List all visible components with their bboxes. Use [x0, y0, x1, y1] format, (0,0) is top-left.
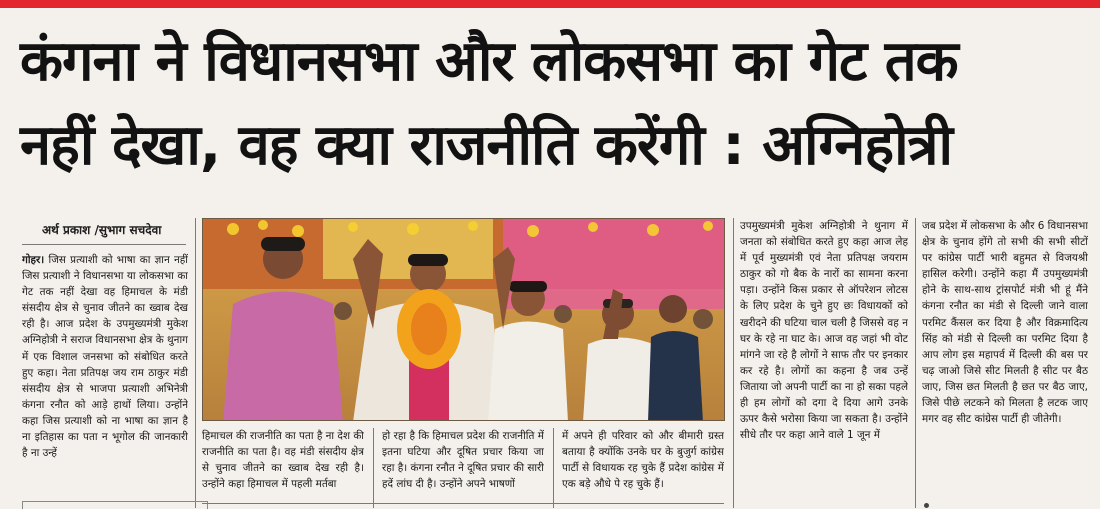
- article-column-4: [562, 428, 724, 504]
- top-red-bar: [0, 0, 1100, 8]
- column-1-text: जिस प्रत्याशी को भाषा का ज्ञान नहीं जिस प्रत्याशी ने विधानसभा या लोकसभा का गेट तक नहीं देखा वह हिमाचल के मंडी संसदीय क्षेत्र से चुनाव जीतने का ख्वाब देख रही है। आज प्रदेश के उपमुख्यमंत्री मुकेश अग्निहोत्री ने सराज विधानसभा क्षेत्र के थुनाग में एक विशाल जनसभा को संबोधित करते हुए कहा। नेता प्रतिपक्ष जय राम ठाकुर मंडी संसदीय क्षेत्र से भाजपा प्रत्याशी अभिनेत्री कंगना रनौत को आड़े हाथों लिया। उन्होंने कहा जिस प्रत्याशी को ना भाषा का ज्ञान है ना इतिहास का पता न भूगोल की जानकारी है ना उन्हें: [22, 254, 188, 460]
- column-5-text: उपमुख्यमंत्री मुकेश अग्निहोत्री ने थुनाग में जनता को संबोधित करते हुए कहा आज लेह में पूर्व मुख्यमंत्री एवं नेता प्रतिपक्ष जयराम ठाकुर को गो बैक के नारों का सामना करना पड़ा। उन्होंने किस प्रकार से ऑपरेशन लोटस के लिए प्रदेश के चुने हुए छः विधायकों को खरीदने की घटिया चाल चली है जिससे वह न घर के रहे ना घाट के। आज वह जहां भी वोट मांगने जा रहे है लोगों ने साफ तौर पर इनकार कर रहे है। लोगों का कहना है जब उन्हें जिताया जो अपनी पार्टी का ना हो सका पहले ही हम लोगों को दगा दे दिया आगे उनके ऊपर कैसे भरोसा किया जा सकता है। उन्होंने सीधे तौर पर कहा आने वाले 1 जून में: [740, 220, 908, 442]
- article-column-5: [740, 218, 908, 504]
- article-column-1: [22, 252, 188, 502]
- bullet-dot-icon: [924, 503, 929, 508]
- rally-photo: [202, 218, 725, 421]
- headline-line-2: नहीं देखा, वह क्या राजनीति करेंगी : अग्निहोत्री: [20, 113, 952, 178]
- column-3-text: हो रहा है कि हिमाचल प्रदेश की राजनीति में इतना घटिया और दूषित प्रचार किया जा रहा है। कंगना रनौत ने दूषित प्रचार की सारी हदें लांघ दी है। उन्होंने अपने भाषणों: [382, 430, 544, 491]
- column-divider-4: [733, 218, 734, 508]
- headline-line-1: कंगना ने विधानसभा और लोकसभा का गेट तक: [20, 29, 958, 94]
- column-4-text: में अपने ही परिवार को और बीमारी ग्रस्त बताया है क्योंकि उनके घर के बुजुर्ग कांग्रेस पार्टी से विधायक रह चुके हैं प्रदेश कांग्रेस में एक बड़े औधे पे रह चुके हैं।: [562, 430, 724, 491]
- column-2-text: हिमाचल की राजनीति का पता है ना देश की राजनीति का पता है। वह मंडी संसदीय क्षेत्र से चुनाव जीतने का ख्वाब देख रही है। उन्होंने कहा हिमाचल में पहली मर्तबा: [202, 430, 364, 491]
- page-headline: [20, 20, 1090, 188]
- column-divider-2: [373, 428, 374, 508]
- article-column-6: [922, 218, 1088, 504]
- article-column-3: [382, 428, 544, 504]
- rally-photo-illustration: [203, 219, 725, 421]
- bottom-rule-mid: [202, 503, 724, 504]
- next-article-box: [22, 501, 208, 509]
- column-6-text: जब प्रदेश में लोकसभा के और 6 विधानसभा क्षेत्र के चुनाव होंगे तो सभी की सभी सीटों पर कांग्रेस पार्टी भारी बहुमत से विजयश्री हासिल करेगी। उन्होंने कहा मैं उपमुख्यमंत्री होने के साथ-साथ ट्रांसपोर्ट मंत्री भी हूं मैंने कंगना रनौत का मंडी से दिल्ली जाने वाला परमिट कैंसल कर दिया है और विक्रमादित्य सिंह को मंडी से दिल्ली का परमिट दिया है आप लोग इस महापर्व में दिल्ली की बस पर चढ़ जाओ जिसे सीट मिलती है सीट पर बैठ जाए, जिस छत मिलती है छत पर बैठ जाए, जिसे पीछे लटकने को मिलता है लटक जाए मगर वह सीट कांग्रेस पार्टी ही जीतेगी।: [922, 220, 1088, 426]
- article-column-2: [202, 428, 364, 504]
- column-divider-5: [915, 218, 916, 508]
- byline-rule: [22, 244, 186, 245]
- byline: अर्थ प्रकाश /सुभाग सचदेवा: [42, 223, 162, 237]
- column-divider-3: [553, 428, 554, 508]
- dateline-place: गोहर।: [22, 254, 45, 266]
- column-divider-1: [195, 218, 196, 508]
